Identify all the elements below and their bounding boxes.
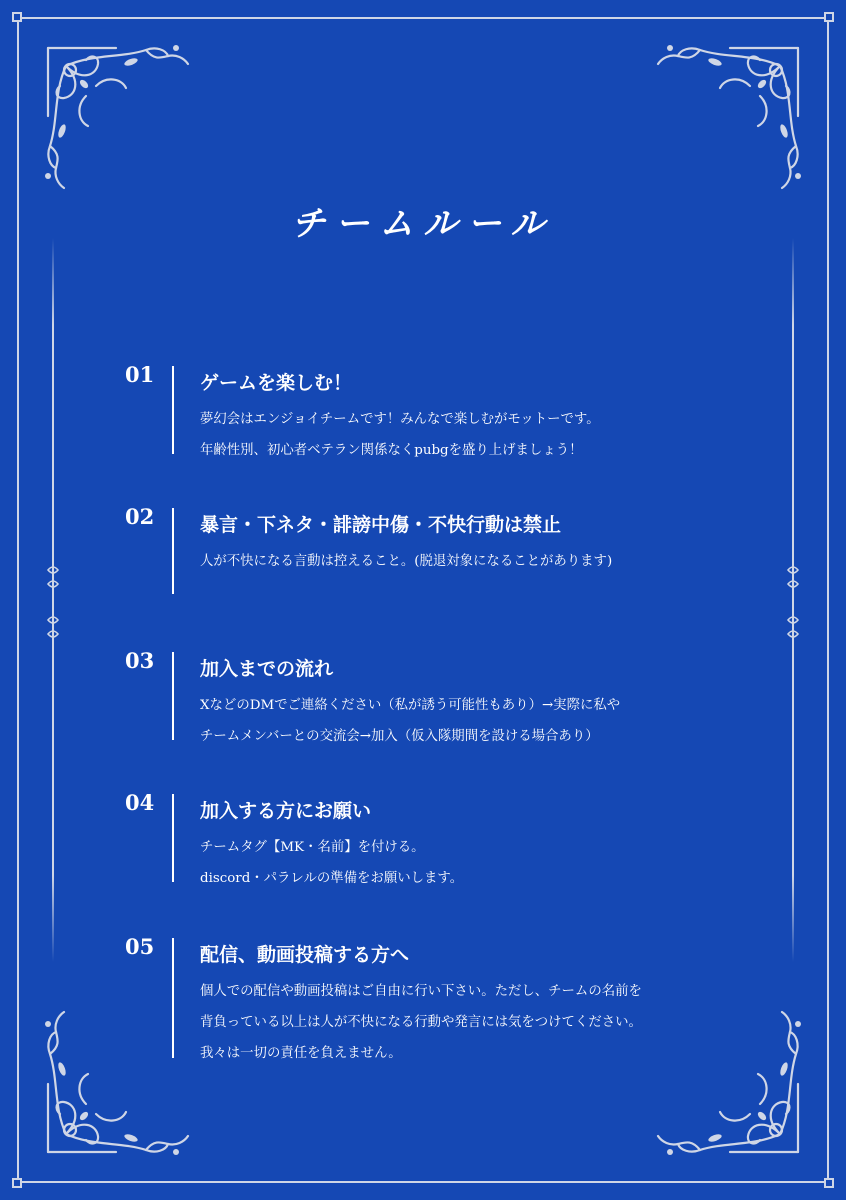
- rule-line: 背負っている以上は人が不快になる行動や発言には気をつけてください。: [200, 1015, 642, 1030]
- corner-square-top-left: [12, 12, 22, 22]
- rule-divider: [172, 508, 174, 594]
- corner-ornament-bottom-left: [36, 994, 206, 1164]
- rule-body: [200, 976, 642, 1069]
- rule-body: [200, 404, 600, 466]
- inner-frame-right: [792, 238, 794, 962]
- rule-line: discord・パラレルの準備をお願いします。: [200, 871, 464, 886]
- side-ornament-right-2: [786, 610, 800, 644]
- rule-line: 夢幻会はエンジョイチームです！みんなで楽しむがモットーです。: [200, 412, 600, 427]
- rule-heading: 加入する方にお願い: [200, 800, 372, 822]
- inner-frame-left: [52, 238, 54, 962]
- rule-divider: [172, 652, 174, 740]
- rule-line: 人が不快になる言動は控えること。(脱退対象になることがあります): [200, 554, 613, 569]
- side-ornament-left-1: [46, 560, 60, 594]
- corner-ornament-bottom-right: [640, 994, 810, 1164]
- corner-ornament-top-right: [640, 36, 810, 206]
- rule-line: 年齢性別、初心者ベテラン関係なくpubgを盛り上げましょう！: [200, 443, 583, 458]
- rule-line: 我々は一切の責任を負えません。: [200, 1046, 402, 1061]
- rule-heading: 配信、動画投稿する方へ: [200, 944, 410, 966]
- rule-body: [200, 832, 463, 894]
- corner-square-bottom-left: [12, 1178, 22, 1188]
- rule-heading: ゲームを楽しむ！: [200, 372, 353, 394]
- rule-body: [200, 690, 620, 752]
- rule-heading: 加入までの流れ: [200, 658, 334, 680]
- rule-number: 03: [125, 648, 155, 673]
- rule-number: 04: [125, 790, 155, 815]
- side-ornament-left-2: [46, 610, 60, 644]
- page-title: チームルール: [291, 204, 555, 244]
- rule-line: チームタグ【MK・名前】を付ける。: [200, 840, 425, 855]
- corner-square-top-right: [824, 12, 834, 22]
- corner-ornament-top-left: [36, 36, 206, 206]
- rule-divider: [172, 938, 174, 1058]
- rule-divider: [172, 366, 174, 454]
- rule-line: チームメンバーとの交流会→加入（仮入隊期間を設ける場合あり）: [200, 729, 599, 744]
- rule-heading: 暴言・下ネタ・誹謗中傷・不快行動は禁止: [200, 514, 562, 536]
- corner-square-bottom-right: [824, 1178, 834, 1188]
- rule-line: XなどのDMでご連絡ください（私が誘う可能性もあり）→実際に私や: [200, 698, 621, 713]
- rule-body: [200, 546, 612, 577]
- rule-number: 05: [125, 934, 155, 959]
- side-ornament-right-1: [786, 560, 800, 594]
- rule-number: 02: [125, 504, 155, 529]
- rule-number: 01: [125, 362, 155, 387]
- rule-divider: [172, 794, 174, 882]
- rule-line: 個人での配信や動画投稿はご自由に行い下さい。ただし、チームの名前を: [200, 984, 642, 999]
